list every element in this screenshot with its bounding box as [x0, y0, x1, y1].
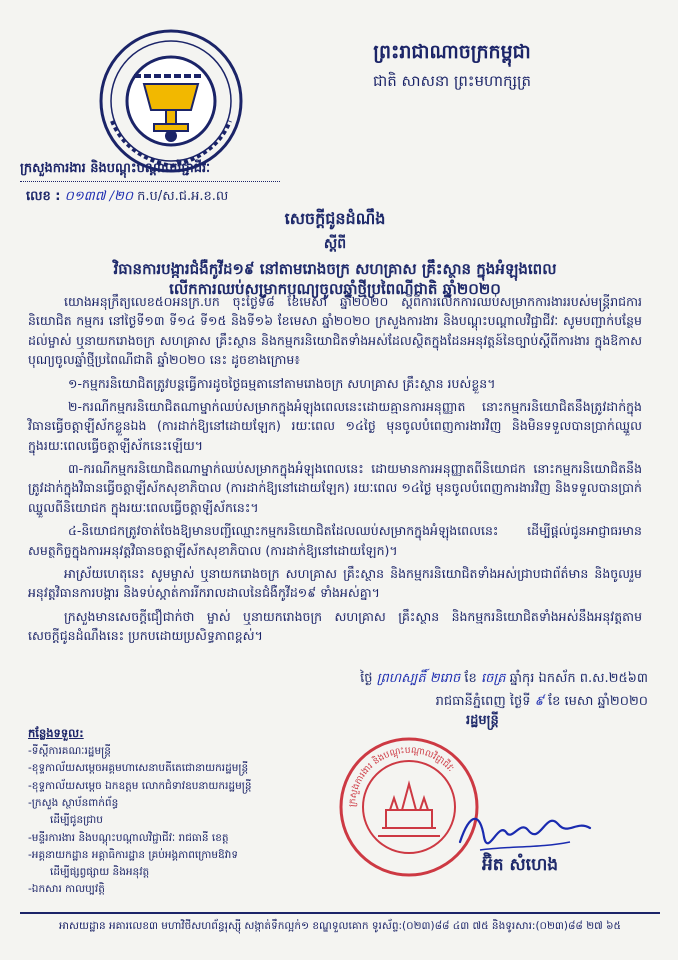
body-paragraph-2: អាស្រ័យហេតុនេះ សូមម្ចាស់ ឬនាយករោងចក្រ សហគ្រាស គ្រឹះស្ថាន និងកម្មករនិយោជិតទាំងអស់ជ្រាបជាព័ត៌មាន និងចូលរួមអនុវត្តវិធានការបង្ការ និងទប់ស្កាត់ការរីករាលដាលនៃជំងឺកូវីដ១៩ ទាំងអស់គ្នា។ — [28, 565, 642, 601]
footer-address: អាសយដ្ឋាន អគារលេខ៣ មហាវិថីសហព័ន្ធរុស្ស៊ី សង្កាត់ទឹកល្អក់១ ខណ្ឌទួលគោក ទូរស័ព្ទ:(០២៣)៨៨ ៤៣ ៧៥ និងទូរសារ:(០២៣)៨៨ ២៧ ៦៥ — [20, 912, 660, 935]
lunar-date-handwritten: ព្រហស្បតិ៍ ២រោច — [376, 671, 461, 686]
ministry-underline — [20, 181, 280, 182]
body-item-1: ១-កម្មករនិយោជិតត្រូវបន្តធ្វើការដូចថ្ងៃធម្មតានៅតាមរោងចក្រ សហគ្រាស គ្រឹះស្ថាន របស់ខ្លួន។ — [68, 375, 496, 391]
solar-date-day: ៩ — [534, 694, 544, 709]
solar-date-prefix: រាជធានីភ្នំពេញ ថ្ងៃទី — [435, 694, 531, 709]
kingdom-motto: ជាតិ សាសនា ព្រះមហាក្សត្រ — [372, 72, 532, 90]
recipient-item: -មន្ទីរការងារ និងបណ្តុះបណ្តាលវិជ្ជាជីវៈ រាជធានី ខេត្ត — [28, 831, 229, 844]
recipient-item: -ខុទ្ទកាល័យសម្តេចអគ្គមហាសេនាបតីតេជោនាយករដ្ឋមន្ត្រី — [28, 762, 249, 775]
letter-number-row — [26, 188, 386, 207]
recipient-item: -ខុទ្ទកាល័យសម្តេច ឯកឧត្តម លោកជំទាវឧបនាយករដ្ឋមន្ត្រី — [28, 779, 252, 792]
recipients-heading: កន្លែងទទួល: — [28, 726, 84, 740]
letter-number-label: លេខ : — [26, 189, 61, 204]
signer-name: អ៊ិត សំហេង — [482, 855, 559, 875]
body-intro: យោងអនុក្រឹត្យលេខ៥០អនក្រ.បក ចុះថ្ងៃទី៨ ខែមេសា ឆ្នាំ២០២០ ស្តីពីការលើកការឈប់សម្រាកការងាររបស់មន្ត្រីរាជការ និយោជិត កម្មករ នៅថ្ងៃទី១៣ ទី១៤ ទី១៥ និងទី១៦ ខែមេសា ឆ្នាំ២០២០ ក្រសួងការងារ និងបណ្តុះបណ្តាលវិជ្ជាជីវៈ សូមបញ្ជាក់បន្ថែមដល់ម្ចាស់ ឬនាយករោងចក្រ សហគ្រាស គ្រឹះស្ថាន និងកម្មករនិយោជិតទាំងអស់ដែលស្ថិតក្នុងដែនអនុវត្តន៍នៃច្បាប់ស្តីពីការងារ ក្នុងឱកាសបុណ្យចូលឆ្នាំថ្មីប្រពៃណីជាតិ ឆ្នាំ២០២០ នេះ ដូចខាងក្រោម៖ — [28, 294, 642, 368]
body-paragraph-3: ក្រសួងមានសេចក្តីជឿជាក់ថា ម្ចាស់ ឬនាយករោងចក្រ សហគ្រាស គ្រឹះស្ថាន និងកម្មករនិយោជិតទាំងអស់នឹងអនុវត្តតាមសេចក្តីជូនដំណឹងនេះ ប្រកបដោយប្រសិទ្ធភាពខ្ពស់។ — [28, 608, 642, 643]
solar-date-suffix: ខែ មេសា ឆ្នាំ២០២០ — [548, 694, 648, 709]
notice-title: សេចក្តីជូនដំណឹង — [284, 209, 386, 228]
lunar-date — [268, 670, 648, 689]
notice-title-block — [100, 208, 570, 300]
ministry-heading — [20, 160, 280, 182]
letter-code: ក.ប/ស.ជ.អ.ខ.ល — [137, 189, 229, 204]
recipient-item: -អគ្គនាយកដ្ឋាន អគ្គាធិការដ្ឋាន គ្រប់អង្គភាពក្រោមឱវាទ — [28, 848, 239, 861]
recipient-item: -ឯកសារ កាលប្បវត្តិ — [28, 883, 105, 896]
lunar-date-suffix: ឆ្នាំកុរ ឯកស័ក ព.ស.២៥៦៣ — [509, 671, 648, 686]
lunar-date-prefix: ថ្ងៃ — [360, 671, 373, 686]
ministry-name: ក្រសួងការងារ និងបណ្តុះបណ្តាលវិជ្ជាជីវៈ — [20, 161, 211, 176]
notice-about: ស្តីពី — [323, 236, 347, 252]
kingdom-title: ព្រះរាជាណាចក្រកម្ពុជា — [373, 41, 531, 63]
solar-date — [268, 693, 648, 712]
letter-number-suffix: /២០ — [109, 189, 134, 204]
kingdom-header — [272, 40, 632, 94]
letter-number-handwritten: ០១៣៧ — [64, 189, 106, 204]
recipient-item: ដើម្បីជូនជ្រាប — [50, 814, 103, 827]
body-item-4: ៤-និយោជកត្រូវចាត់ចែងឱ្យមានបញ្ជីឈ្មោះកម្មករនិយោជិតដែលឈប់សម្រាកក្នុងអំឡុងពេលនេះ ដើម្បីផ្តល់ជូនអាជ្ញាធរមានសមត្ថកិច្ចក្នុងការអនុវត្តវិធានចត្តាឡីស័កសុខាភិបាល (ការដាក់ឱ្យនៅដោយឡែក)។ — [28, 523, 642, 558]
signer-title: រដ្ឋមន្ត្រី — [466, 713, 499, 728]
recipient-item: -ទីស្តីការគណៈរដ្ឋមន្ត្រី — [28, 744, 111, 757]
recipient-item: -ក្រសួង ស្ថាប័នពាក់ព័ន្ធ — [28, 796, 119, 809]
ministry-logo — [96, 26, 246, 176]
signature-image — [450, 802, 600, 862]
seal-text: ក្រសួងការងារ និងបណ្តុះបណ្តាលវិជ្ជាជីវៈ — [347, 745, 456, 808]
lunar-date-month: ចេត្រ — [480, 671, 506, 686]
recipients-list — [28, 724, 328, 899]
notice-body — [28, 292, 642, 649]
recipient-item: ដើម្បីផ្សព្វផ្សាយ និងអនុវត្ត — [50, 866, 150, 879]
lunar-date-month-label: ខែ — [464, 671, 477, 686]
body-item-2: ២-ករណីកម្មករនិយោជិតណាម្នាក់ឈប់សម្រាកក្នុងអំឡុងពេលនេះដោយគ្មានការអនុញ្ញាត នោះកម្មករនិយោជិតនឹងត្រូវដាក់ក្នុងវិធានធ្វើចត្តាឡីស័កខ្លួនឯង (ការដាក់ឱ្យនៅដោយឡែក) រយៈពេល ១៤ថ្ងៃ មុនចូលបំពេញការងារវិញ និងមិនទទួលបានប្រាក់ឈ្នួល ក្នុងរយៈពេលធ្វើចត្តាឡីស័កនេះឡើយ។ — [28, 398, 642, 453]
body-item-3: ៣-ករណីកម្មករនិយោជិតណាម្នាក់ឈប់សម្រាកក្នុងអំឡុងពេលនេះ ដោយមានការអនុញ្ញាតពីនិយោជក នោះកម្មករនិយោជិតនឹងត្រូវដាក់ក្នុងវិធានធ្វើចត្តាឡីស័កសុខាភិបាល (ការដាក់ឱ្យនៅដោយឡែក) រយៈពេល ១៤ថ្ងៃ មុនចូលបំពេញការងារវិញ និងទទួលបានប្រាក់ឈ្នួលពីនិយោជក ក្នុងរយៈពេលធ្វើចត្តាឡីស័កនេះ។ — [28, 461, 642, 515]
notice-subject: វិធានការបង្ការជំងឺកូវីដ១៩ នៅតាមរោងចក្រ សហគ្រាស គ្រឹះស្ថាន ក្នុងអំឡុងពេលលើកការឈប់សម្រាកបុណ្យចូលឆ្នាំថ្មីប្រពៃណីជាតិ ឆ្នាំ២០២០ — [113, 260, 557, 299]
